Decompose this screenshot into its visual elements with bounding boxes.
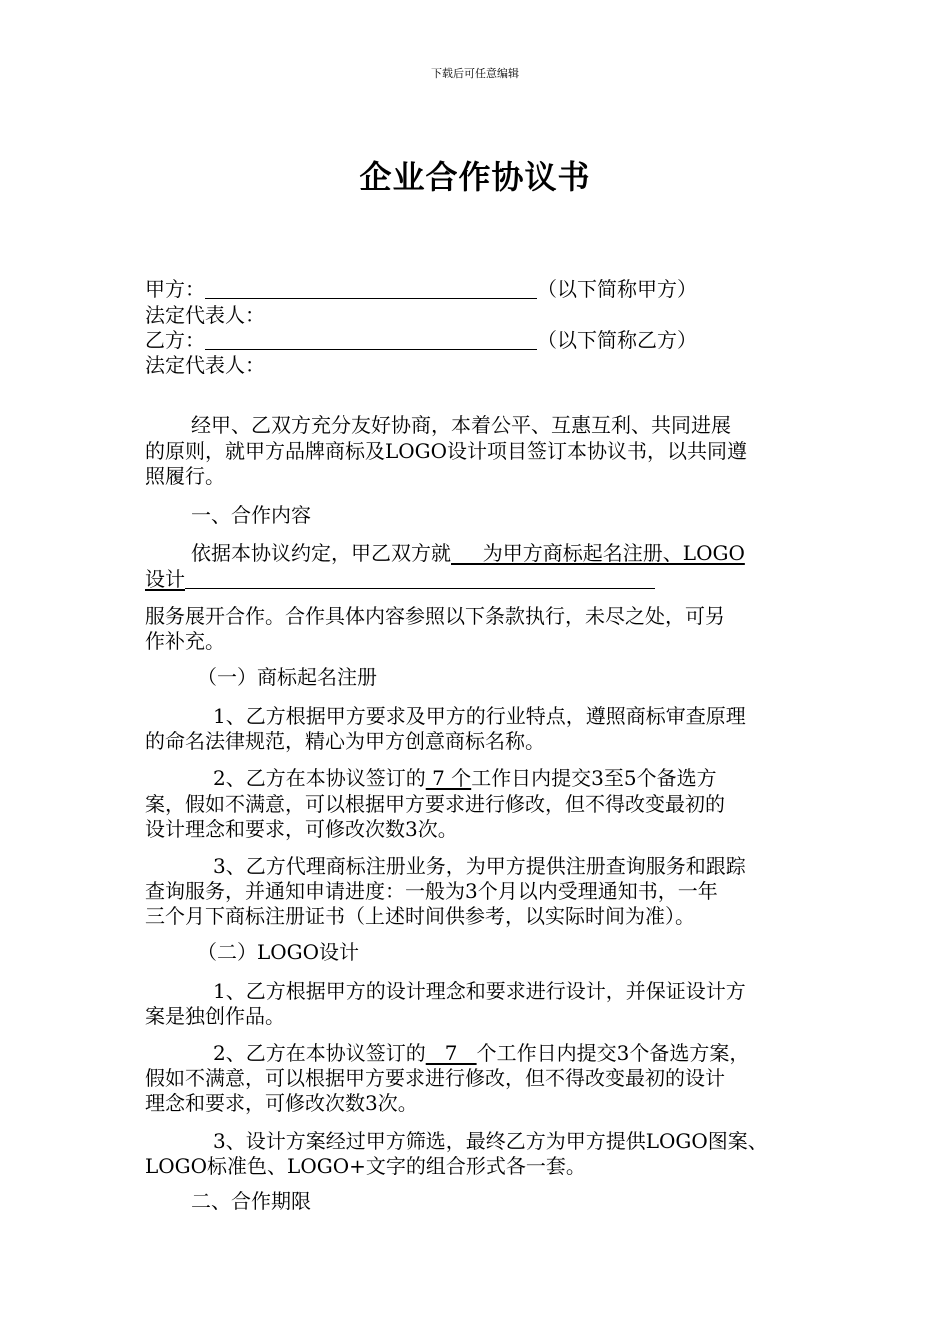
party-a-label: 甲方： — [145, 277, 205, 301]
header-note: 下载后可任意编辑 — [431, 67, 519, 80]
party-b-blank — [205, 329, 537, 350]
party-a-blank — [205, 278, 537, 299]
section-1-line-1-prefix: 依据本协议约定，甲乙双方就 — [191, 541, 451, 565]
sub-2-item-2-prefix: 2、乙方在本协议签订的 — [213, 1041, 426, 1065]
service-scope-underlined: 为甲方商标起名注册、LOGO — [451, 541, 745, 565]
sub-2-item-2-suffix: 个工作日内提交3个备选方案， — [476, 1041, 750, 1065]
party-b-suffix: （以下简称乙方） — [537, 328, 697, 352]
sub-1-item-3-line-3: 三个月下商标注册证书（上述时间供参考，以实际时间为准）。 — [145, 904, 695, 928]
sub-1-item-1-line-1: 1、乙方根据甲方要求及甲方的行业特点，遵照商标审查原理 — [213, 704, 746, 728]
section-1-line-2 — [145, 566, 655, 592]
party-a-line — [145, 276, 697, 302]
section-1-heading: 一、合作内容 — [191, 503, 311, 527]
service-scope-underlined-cont: 设计 — [145, 567, 185, 591]
sub-2-item-3-line-2: LOGO标准色、LOGO+文字的组合形式各一套。 — [145, 1154, 586, 1178]
party-b-label: 乙方： — [145, 328, 205, 352]
section-1-line-1 — [191, 540, 745, 566]
sub-1-item-2-prefix: 2、乙方在本协议签订的 — [213, 766, 426, 790]
intro-line-2: 的原则，就甲方品牌商标及LOGO设计项目签订本协议书，以共同遵 — [145, 439, 748, 463]
section-1-line-3: 服务展开合作。合作具体内容参照以下条款执行，未尽之处，可另 — [145, 604, 725, 628]
sub-1-item-2-days: 7 个 — [425, 766, 472, 790]
sub-2-item-1-line-1: 1、乙方根据甲方的设计理念和要求进行设计，并保证设计方 — [213, 979, 746, 1003]
sub-1-item-3-line-2: 查询服务，并通知申请进度：一般为3个月以内受理通知书，一年 — [145, 879, 718, 903]
sub-2-item-1-line-2: 案是独创作品。 — [145, 1004, 285, 1028]
sub-2-item-3-line-1: 3、设计方案经过甲方筛选，最终乙方为甲方提供LOGO图案、 — [213, 1129, 768, 1153]
sub-1-heading: （一）商标起名注册 — [197, 665, 377, 689]
sub-1-item-3-line-1: 3、乙方代理商标注册业务，为甲方提供注册查询服务和跟踪 — [213, 854, 746, 878]
sub-1-item-2-line-3: 设计理念和要求，可修改次数3次。 — [145, 817, 458, 841]
sub-2-item-2-line-2: 假如不满意，可以根据甲方要求进行修改，但不得改变最初的设计 — [145, 1066, 725, 1090]
section-2-heading: 二、合作期限 — [191, 1189, 311, 1213]
sub-1-item-2-line-1 — [213, 765, 717, 791]
sub-1-item-1-line-2: 的命名法律规范，精心为甲方创意商标名称。 — [145, 729, 545, 753]
sub-2-item-2-days: 7 — [425, 1041, 477, 1065]
intro-line-3: 照履行。 — [145, 464, 225, 488]
service-scope-blank — [185, 568, 655, 589]
sub-2-item-2-line-3: 理念和要求，可修改次数3次。 — [145, 1091, 418, 1115]
sub-2-item-2-line-1 — [213, 1040, 749, 1066]
rep-b-line — [145, 352, 265, 378]
rep-a-line — [145, 302, 265, 328]
sub-1-item-2-line-2: 案，假如不满意，可以根据甲方要求进行修改，但不得改变最初的 — [145, 792, 725, 816]
document-title: 企业合作协议书 — [359, 158, 591, 196]
party-b-line — [145, 327, 697, 353]
party-a-suffix: （以下简称甲方） — [537, 277, 697, 301]
intro-line-1: 经甲、乙双方充分友好协商，本着公平、互惠互利、共同进展 — [191, 413, 731, 437]
rep-a-label: 法定代表人： — [145, 303, 265, 327]
sub-2-heading: （二）LOGO设计 — [197, 940, 360, 964]
rep-b-label: 法定代表人： — [145, 353, 265, 377]
section-1-line-4: 作补充。 — [145, 629, 225, 653]
sub-1-item-2-suffix: 工作日内提交3至5个备选方 — [471, 766, 717, 790]
